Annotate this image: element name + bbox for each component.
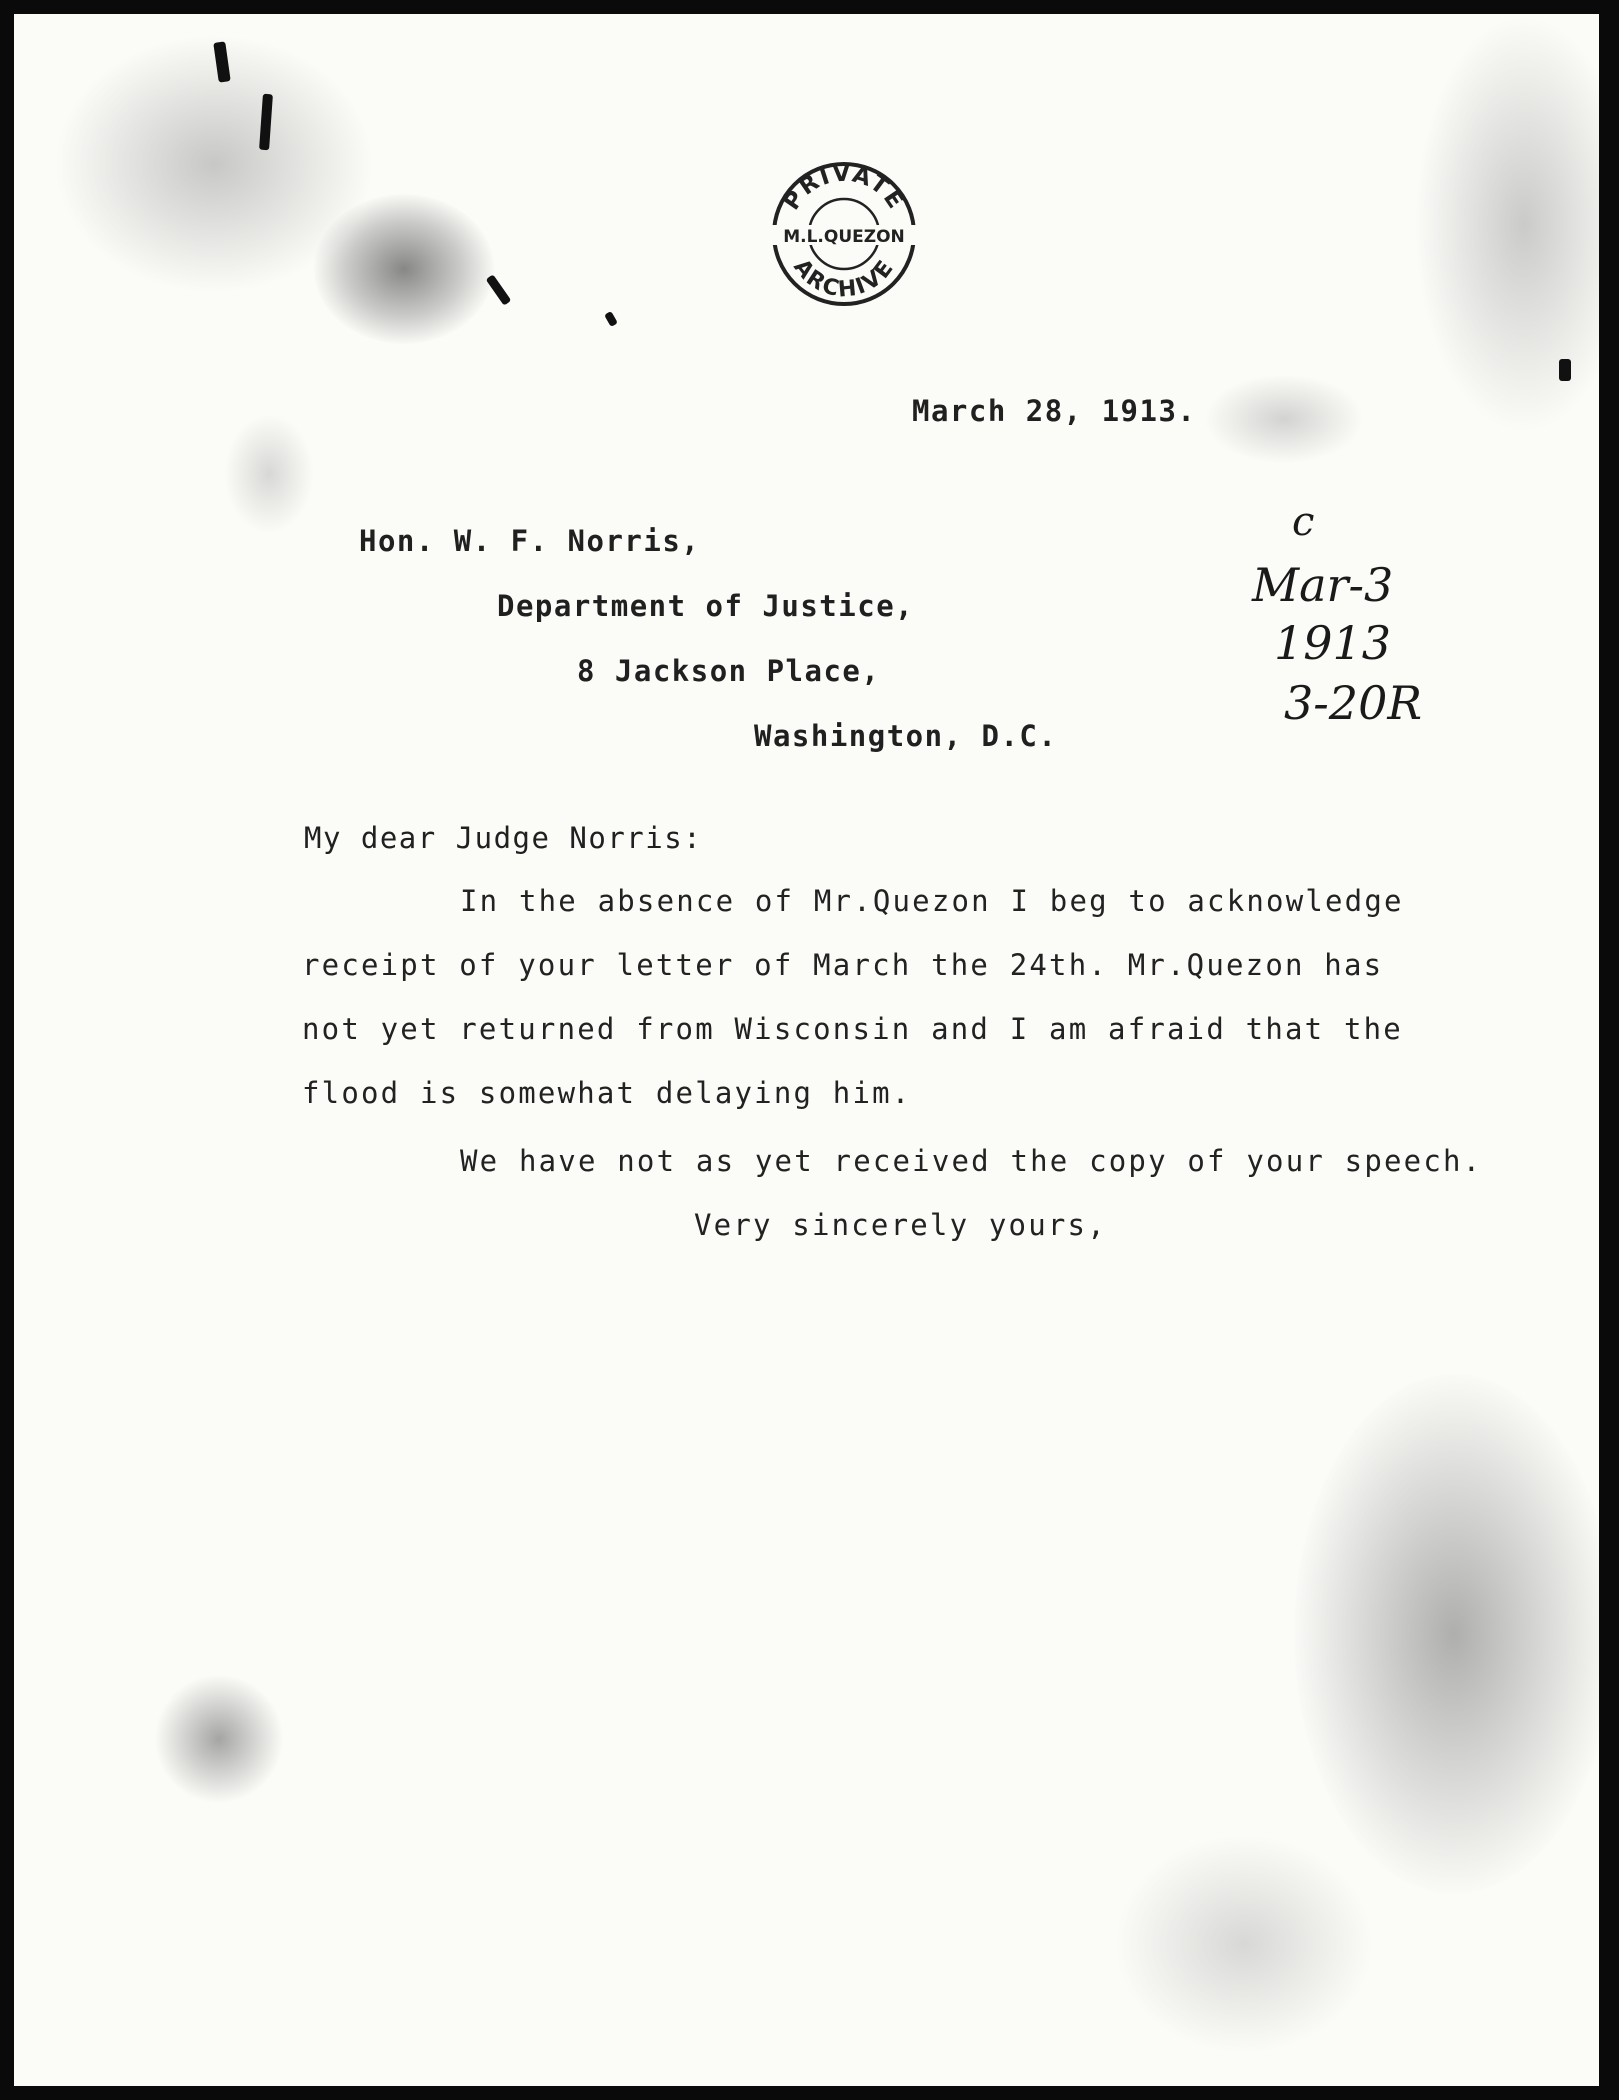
archive-stamp (769, 159, 919, 309)
salutation: My dear Judge Norris: (304, 821, 703, 855)
smudge (1204, 374, 1364, 464)
annotation-line: Mar-3 (1252, 558, 1394, 612)
body-line: We have not as yet received the copy of your speech. (460, 1144, 1483, 1178)
recipient-name: Hon. W. F. Norris, (359, 524, 701, 558)
recipient-city: Washington, D.C. (754, 719, 1058, 753)
ink-mark (1559, 359, 1571, 381)
ink-mark (213, 41, 230, 82)
smudge (1114, 1834, 1374, 2054)
body-line: flood is somewhat delaying him. (302, 1076, 912, 1110)
smudge (1294, 1374, 1614, 1894)
annotation-line: 1913 (1274, 616, 1392, 670)
svg-text:PRIVATE (779, 161, 910, 215)
smudge (224, 414, 314, 534)
svg-text:ARCHIVE (788, 255, 899, 303)
stamp-bottom-text: ARCHIVE (788, 254, 900, 303)
closing: Very sincerely yours, (694, 1208, 1107, 1242)
letter-date: March 28, 1913. (912, 394, 1197, 428)
smudge (54, 34, 374, 294)
annotation-line: c (1292, 499, 1315, 545)
smudge (314, 194, 494, 344)
ink-mark (259, 94, 273, 151)
smudge (1414, 14, 1619, 434)
body-line: In the absence of Mr.Quezon I beg to acknowledge (460, 884, 1404, 918)
ink-mark (486, 274, 512, 305)
body-line: receipt of your letter of March the 24th. Mr.Quezon has (302, 948, 1384, 982)
stamp-top-text: PRIVATE (778, 160, 910, 215)
smudge (154, 1674, 284, 1804)
stamp-middle-text: M.L.QUEZON (783, 227, 905, 247)
annotation-line: 3-20R (1284, 676, 1422, 730)
ink-mark (604, 311, 618, 327)
body-line: not yet returned from Wisconsin and I am afraid that the (302, 1012, 1403, 1046)
recipient-department: Department of Justice, (497, 589, 915, 623)
recipient-street: 8 Jackson Place, (577, 654, 881, 688)
